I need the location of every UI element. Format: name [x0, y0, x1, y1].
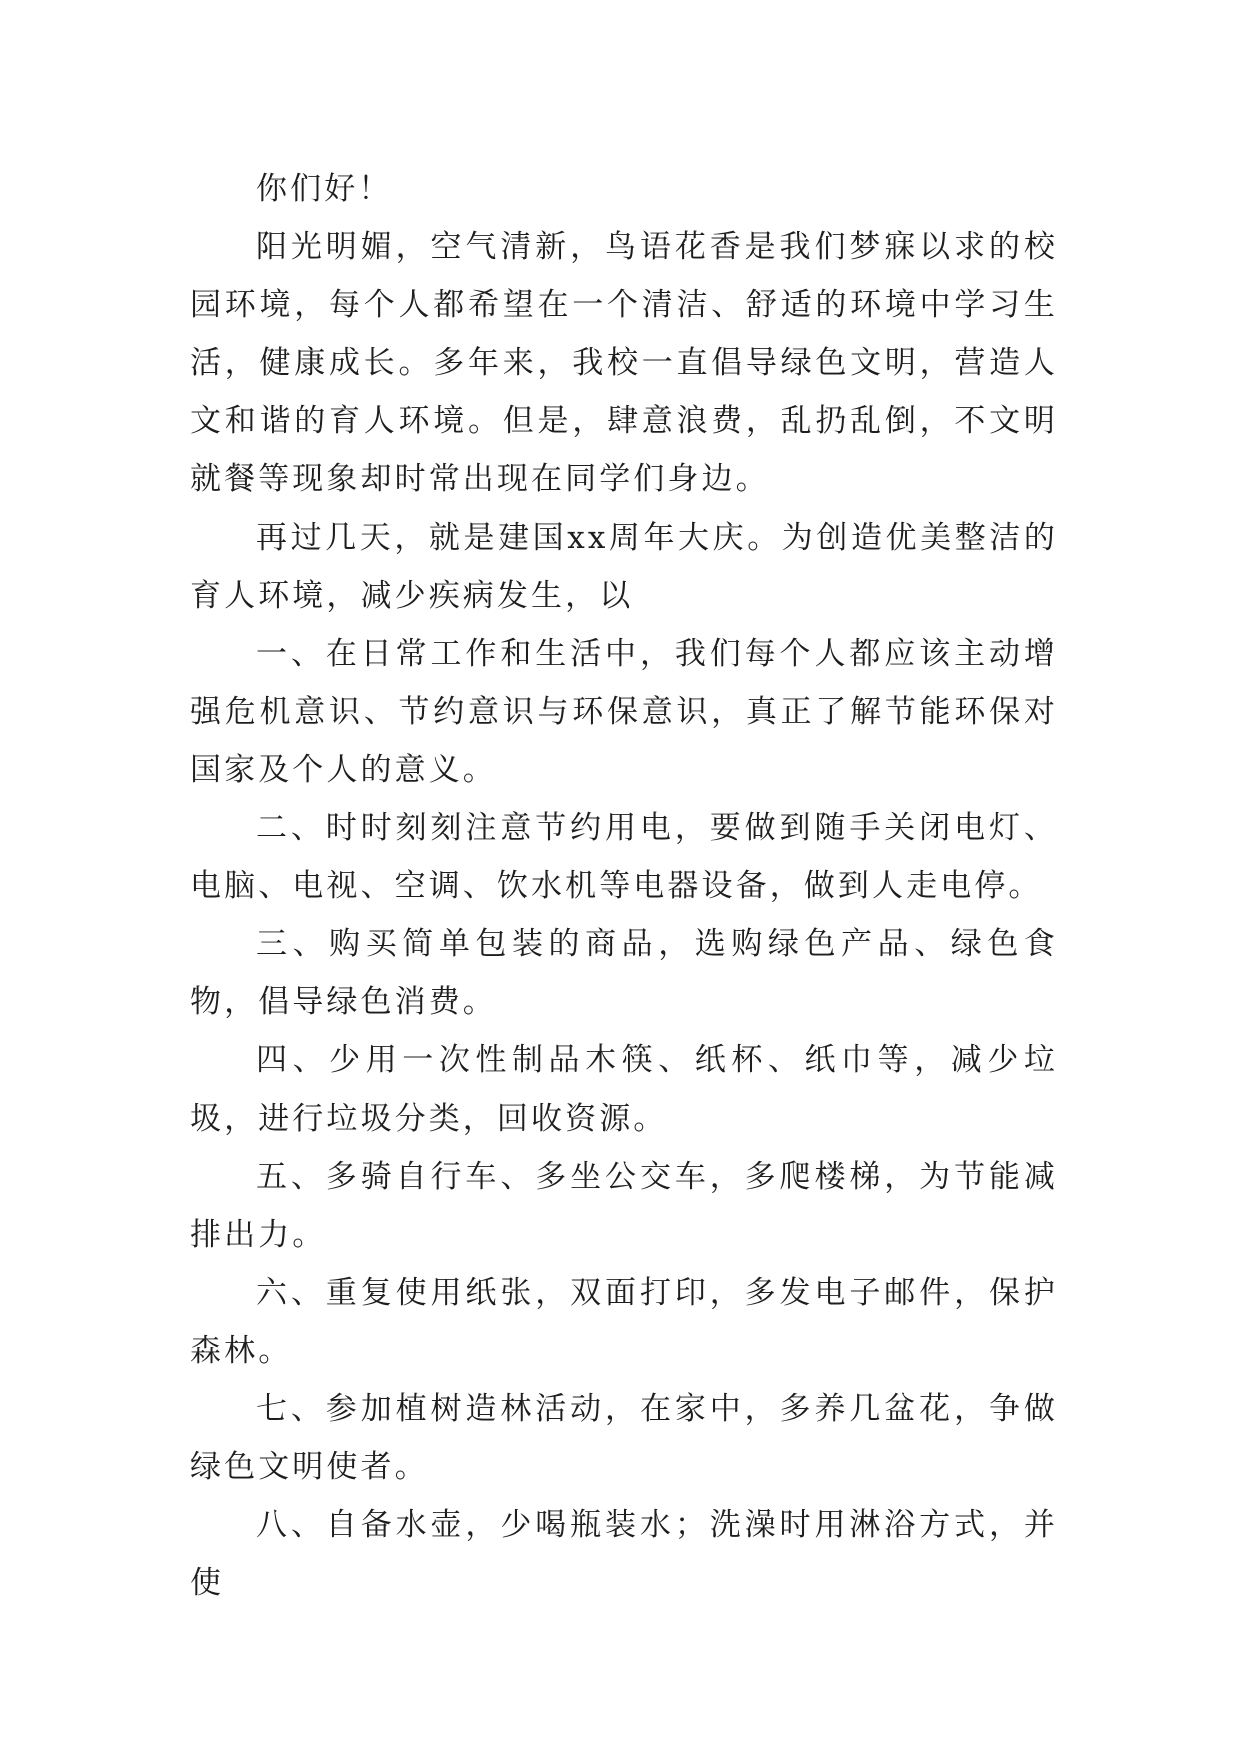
item-paragraph-8: 八、自备水壶，少喝瓶装水；洗澡时用淋浴方式，并使 — [190, 1507, 1058, 1602]
greeting-paragraph: 你们好！ — [256, 171, 393, 207]
item-paragraph-3: 三、购买简单包装的商品，选购绿色产品、绿色食物，倡导绿色消费。 — [190, 926, 1058, 1021]
item-paragraph-4: 四、少用一次性制品木筷、纸杯、纸巾等，减少垃圾，进行垃圾分类，回收资源。 — [190, 1042, 1058, 1137]
occasion-paragraph: 再过几天，就是建国xx周年大庆。为创造优美整洁的育人环境，减少疾病发生，以 — [190, 519, 1058, 614]
item-paragraph-6: 六、重复使用纸张，双面打印，多发电子邮件，保护森林。 — [190, 1274, 1058, 1369]
item-paragraph-1: 一、在日常工作和生活中，我们每个人都应该主动增强危机意识、节约意识与环保意识，真正了解节能环保对国家及个人的意义。 — [190, 635, 1058, 788]
document-page — [190, 160, 1058, 1612]
intro-paragraph: 阳光明媚，空气清新，鸟语花香是我们梦寐以求的校园环境，每个人都希望在一个清洁、舒适的环境中学习生活，健康成长。多年来，我校一直倡导绿色文明，营造人文和谐的育人环境。但是，肆意浪费，乱扔乱倒，不文明就餐等现象却时常出现在同学们身边。 — [190, 229, 1058, 498]
item-paragraph-7: 七、参加植树造林活动，在家中，多养几盆花，争做绿色文明使者。 — [190, 1390, 1058, 1486]
item-paragraph-2: 二、时时刻刻注意节约用电，要做到随手关闭电灯、电脑、电视、空调、饮水机等电器设备，做到人走电停。 — [190, 810, 1058, 905]
item-paragraph-5: 五、多骑自行车、多坐公交车，多爬楼梯，为节能减排出力。 — [190, 1158, 1058, 1253]
